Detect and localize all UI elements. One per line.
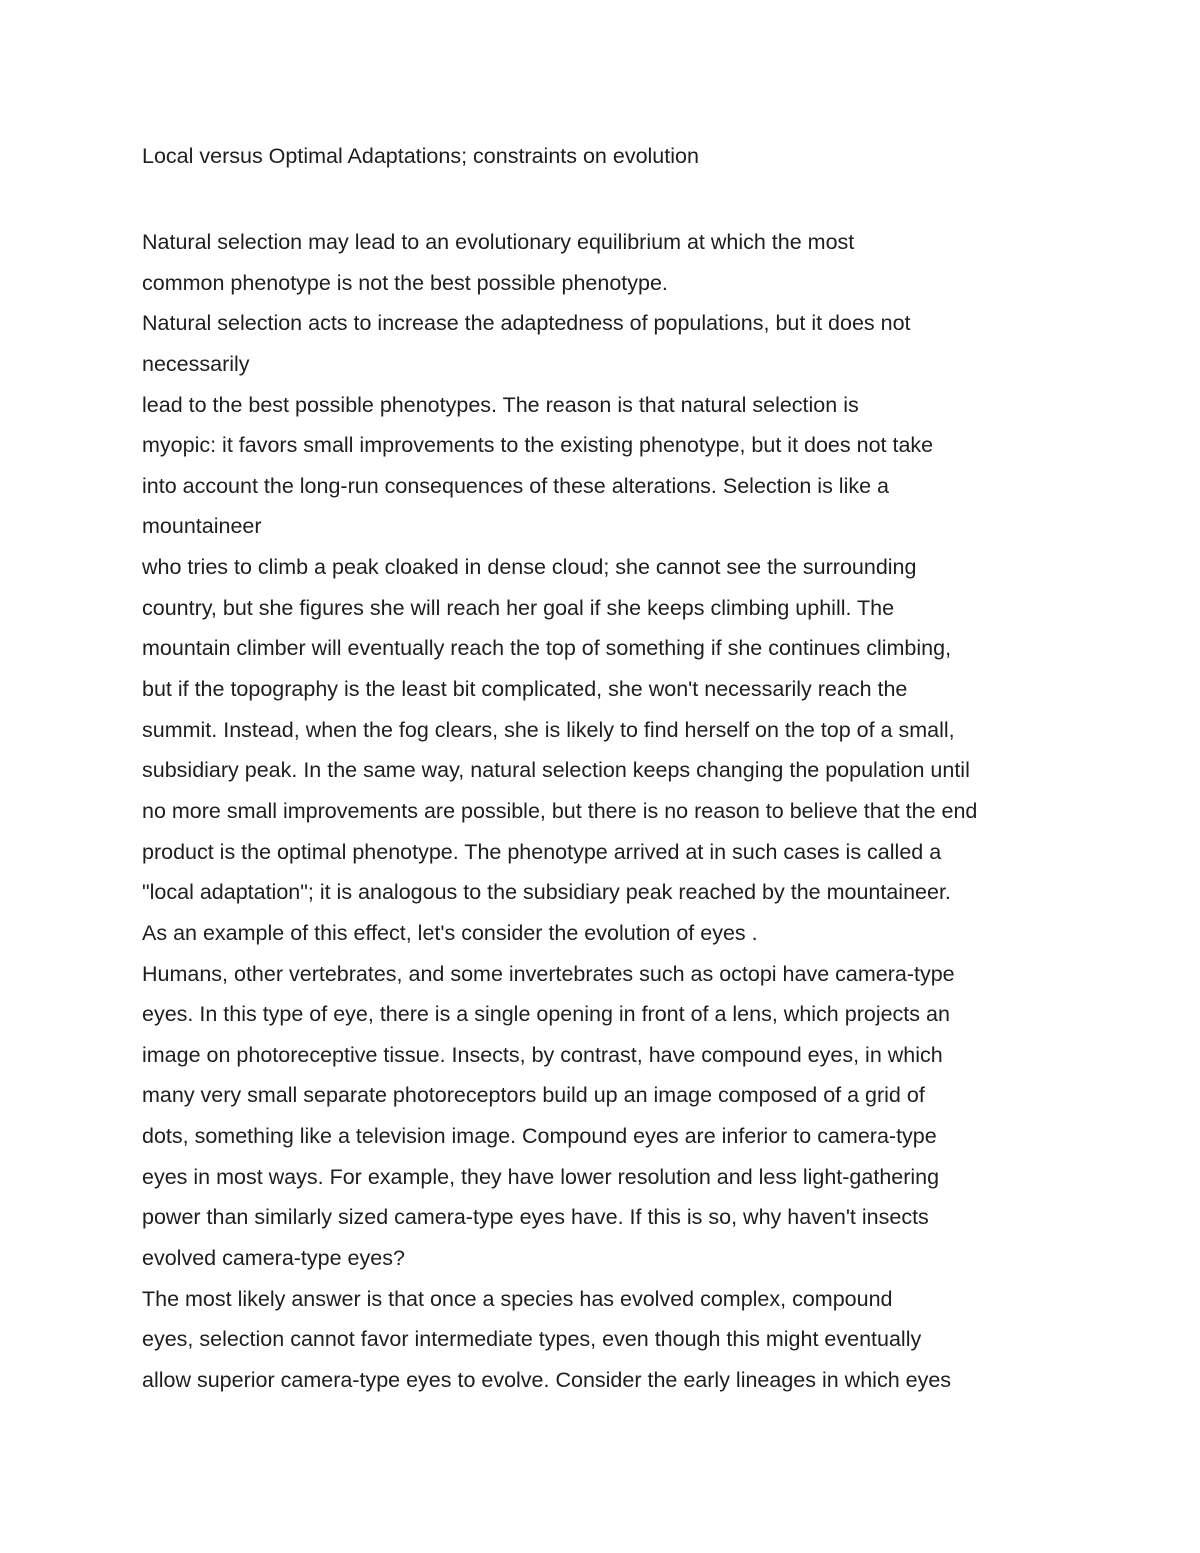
text-line: dots, something like a television image. Compound eyes are inferior to camera-type <box>142 1124 937 1149</box>
text-line: mountaineer <box>142 514 262 539</box>
text-line: summit. Instead, when the fog clears, she is likely to find herself on the top of a small, <box>142 717 955 742</box>
text-line: many very small separate photoreceptors build up an image composed of a grid of <box>142 1083 925 1108</box>
text-line: no more small improvements are possible, but there is no reason to believe that the end <box>142 798 978 823</box>
text-line: As an example of this effect, let's consider the evolution of eyes . <box>142 920 758 945</box>
text-line: common phenotype is not the best possible phenotype. <box>142 270 668 295</box>
text-line: Humans, other vertebrates, and some invertebrates such as octopi have camera-type <box>142 961 955 986</box>
text-line: product is the optimal phenotype. The phenotype arrived at in such cases is called a <box>142 839 942 864</box>
text-line: who tries to climb a peak cloaked in dense cloud; she cannot see the surrounding <box>142 555 917 580</box>
text-line: into account the long-run consequences of these alterations. Selection is like a <box>142 473 889 498</box>
document-title: Local versus Optimal Adaptations; constraints on evolution <box>142 144 699 168</box>
text-line: Natural selection acts to increase the adaptedness of populations, but it does not <box>142 311 911 336</box>
text-line: eyes. In this type of eye, there is a single opening in front of a lens, which projects an <box>142 1002 950 1027</box>
text-line: subsidiary peak. In the same way, natural selection keeps changing the population until <box>142 758 970 783</box>
text-line: myopic: it favors small improvements to the existing phenotype, but it does not take <box>142 433 934 458</box>
text-line: eyes in most ways. For example, they have lower resolution and less light-gathering <box>142 1164 940 1189</box>
text-line: necessarily <box>142 351 250 376</box>
text-line: The most likely answer is that once a species has evolved complex, compound <box>142 1286 893 1311</box>
text-line: lead to the best possible phenotypes. The reason is that natural selection is <box>142 392 859 417</box>
text-line: mountain climber will eventually reach the top of something if she continues climbing, <box>142 636 952 661</box>
text-line: country, but she figures she will reach her goal if she keeps climbing uphill. The <box>142 595 895 620</box>
text-line: allow superior camera-type eyes to evolve. Consider the early lineages in which eyes <box>142 1367 952 1392</box>
text-line: "local adaptation"; it is analogous to the subsidiary peak reached by the mountaineer. <box>142 880 951 905</box>
text-line: Natural selection may lead to an evolutionary equilibrium at which the most <box>142 230 855 254</box>
text-line: eyes, selection cannot favor intermediate types, even though this might eventually <box>142 1327 922 1352</box>
document-body <box>142 222 1082 1401</box>
text-line: image on photoreceptive tissue. Insects, by contrast, have compound eyes, in which <box>142 1042 943 1067</box>
text-line: power than similarly sized camera-type eyes have. If this is so, why haven't insects <box>142 1205 929 1230</box>
text-line: but if the topography is the least bit complicated, she won't necessarily reach the <box>142 677 908 702</box>
text-line: evolved camera-type eyes? <box>142 1246 405 1271</box>
